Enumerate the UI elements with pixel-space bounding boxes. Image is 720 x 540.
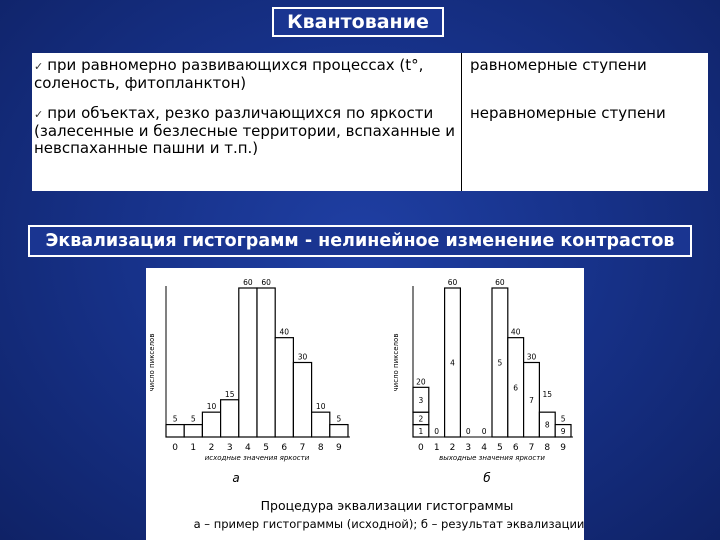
figure-caption-sub: а – пример гистограммы (исходной); б – результат эквализации: [193, 517, 584, 531]
segment-label: 1: [418, 426, 424, 436]
segment-label: 3: [418, 395, 424, 405]
zero-label: 0: [481, 427, 487, 436]
histogram-svg: [146, 268, 584, 540]
segment-label: 7: [529, 395, 534, 405]
table-row-2-right: неравномерные ступени: [470, 104, 666, 122]
histogram-figure: [146, 268, 584, 540]
zero-label: 0: [434, 427, 440, 436]
tick-label: 9: [336, 443, 342, 453]
histogram-a: [148, 278, 350, 462]
tick-label: 0: [418, 443, 424, 453]
equalization-heading: Эквализация гистограмм - нелинейное изменение контрастов: [28, 225, 692, 257]
bar: [330, 425, 348, 437]
panel-b-label: б: [483, 471, 491, 485]
tick-label: 1: [190, 443, 197, 453]
data-label: 60: [261, 278, 271, 287]
bar: [166, 425, 184, 437]
check-icon: ✓: [34, 60, 44, 73]
bar: [184, 425, 202, 437]
data-label: 10: [315, 402, 326, 412]
tick-label: 7: [299, 443, 306, 453]
y-axis-label: число пикселов: [148, 333, 156, 392]
tick-label: 9: [560, 443, 566, 453]
row-2-text: при объектах, резко различающихся по яркости (залесенные и безлесные территории, вспаханные и невспаханные пашни и т.п.): [34, 104, 456, 157]
segment-label: 2: [418, 414, 424, 424]
tick-label: 0: [172, 443, 178, 453]
data-label: 5: [560, 414, 566, 424]
x-axis-label: исходные значения яркости: [204, 454, 310, 462]
bar: [257, 288, 275, 437]
data-label: 40: [279, 327, 290, 337]
table-left-column: [32, 53, 462, 191]
check-icon: ✓: [34, 108, 44, 121]
data-label: 60: [447, 278, 458, 287]
data-label: 15: [542, 389, 553, 399]
data-label: 30: [526, 352, 537, 362]
tick-label: 1: [433, 443, 440, 453]
bar: [293, 363, 311, 438]
tick-label: 4: [245, 443, 251, 453]
tick-label: 8: [544, 443, 551, 453]
bar: [312, 412, 330, 437]
tick-label: 5: [497, 443, 503, 453]
figure-caption-title: Процедура эквализации гистограммы: [260, 498, 514, 513]
segment-label: 8: [544, 420, 550, 430]
tick-label: 2: [449, 443, 456, 453]
tick-label: 6: [512, 443, 519, 453]
tick-label: 5: [263, 443, 269, 453]
data-label: 10: [206, 402, 217, 412]
segment-label: 6: [513, 383, 519, 393]
data-label: 20: [416, 377, 426, 387]
panel-a-label: а: [232, 471, 240, 485]
tick-label: 3: [226, 443, 233, 453]
zero-label: 0: [465, 427, 471, 436]
bar: [202, 412, 220, 437]
y-axis-label: число пикселов: [392, 333, 400, 392]
tick-label: 7: [528, 443, 535, 453]
row-1-text: при равномерно развивающихся процессах (t°, соленость, фитопланктон): [34, 56, 424, 92]
segment-label: 5: [497, 358, 503, 368]
table-row-2-left: [34, 105, 461, 157]
segment-label: 4: [450, 358, 455, 368]
table-row-1-left: [34, 57, 461, 105]
x-axis-label: выходные значения яркости: [439, 454, 545, 462]
data-label: 15: [224, 389, 235, 399]
data-label: 5: [172, 414, 178, 424]
data-label: 60: [495, 278, 505, 287]
data-label: 5: [336, 414, 342, 424]
tick-label: 3: [465, 443, 472, 453]
tick-label: 8: [317, 443, 324, 453]
tick-label: 2: [208, 443, 215, 453]
table-right-column: [462, 53, 708, 191]
bar: [275, 338, 293, 437]
segment-label: 9: [560, 426, 566, 436]
table-row-1-right: равномерные ступени: [470, 56, 647, 74]
histogram-b: [392, 278, 573, 462]
data-label: 60: [243, 278, 253, 287]
quantization-table: [32, 53, 708, 191]
data-label: 5: [190, 414, 196, 424]
data-label: 30: [297, 352, 308, 362]
bar: [221, 400, 239, 437]
bar: [239, 288, 257, 437]
slide-title: Квантование: [272, 7, 444, 37]
tick-label: 4: [481, 443, 487, 453]
tick-label: 6: [281, 443, 288, 453]
data-label: 40: [510, 327, 521, 337]
